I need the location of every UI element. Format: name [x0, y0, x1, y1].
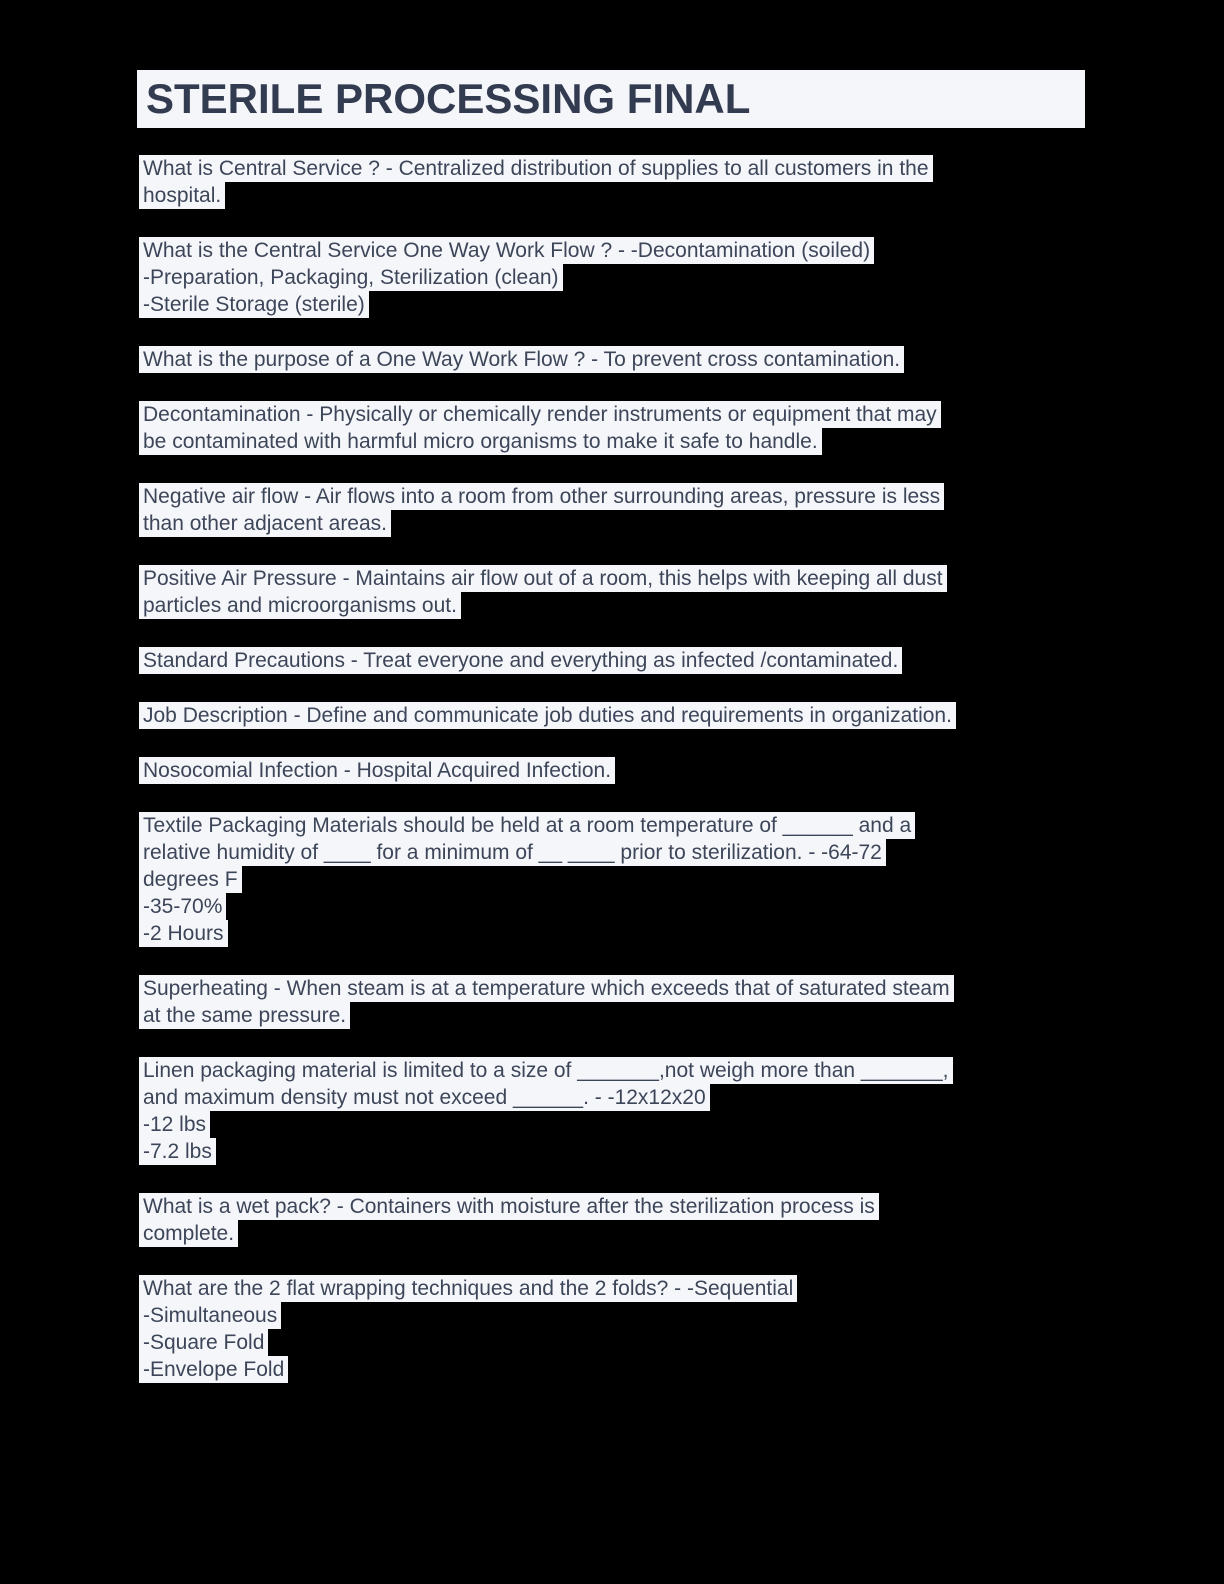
qa-line	[139, 1057, 1085, 1084]
qa-line-highlight: What is a wet pack? - Containers with moisture after the sterilization process is	[139, 1193, 879, 1220]
qa-line	[139, 592, 1085, 619]
qa-line	[139, 812, 1085, 839]
qa-line	[139, 1111, 1085, 1138]
qa-line-highlight: Positive Air Pressure - Maintains air flow out of a room, this helps with keeping all dust	[139, 565, 947, 592]
qa-line-highlight: Standard Precautions - Treat everyone and everything as infected /contaminated.	[139, 647, 902, 674]
qa-line-highlight: Job Description - Define and communicate job duties and requirements in organization.	[139, 702, 956, 729]
qa-line-highlight: relative humidity of ____ for a minimum of __ ____ prior to sterilization. - -64-72	[139, 839, 886, 866]
qa-line	[139, 839, 1085, 866]
qa-item	[139, 401, 1085, 455]
qa-line-highlight: at the same pressure.	[139, 1002, 350, 1029]
qa-line-highlight: hospital.	[139, 182, 225, 209]
qa-line	[139, 565, 1085, 592]
qa-item	[139, 757, 1085, 784]
qa-line-highlight: What is the Central Service One Way Work Flow ? - -Decontamination (soiled)	[139, 237, 874, 264]
qa-line-highlight: -12 lbs	[139, 1111, 210, 1138]
qa-item	[139, 565, 1085, 619]
qa-line	[139, 182, 1085, 209]
qa-line	[139, 1193, 1085, 1220]
qa-line-highlight: than other adjacent areas.	[139, 510, 391, 537]
qa-line-highlight: -Envelope Fold	[139, 1356, 288, 1383]
qa-line	[139, 510, 1085, 537]
qa-item	[139, 812, 1085, 947]
qa-line	[139, 893, 1085, 920]
qa-line	[139, 757, 1085, 784]
qa-line-highlight: -Square Fold	[139, 1329, 268, 1356]
qa-line-highlight: particles and microorganisms out.	[139, 592, 461, 619]
qa-line-highlight: What is the purpose of a One Way Work Flow ? - To prevent cross contamination.	[139, 346, 904, 373]
qa-item	[139, 483, 1085, 537]
qa-item	[139, 237, 1085, 318]
qa-line-highlight: complete.	[139, 1220, 238, 1247]
qa-line	[139, 401, 1085, 428]
qa-line	[139, 975, 1085, 1002]
qa-line-highlight: -35-70%	[139, 893, 226, 920]
qa-line-highlight: Linen packaging material is limited to a size of _______,not weigh more than _______,	[139, 1057, 953, 1084]
qa-line-highlight: What is Central Service ? - Centralized distribution of supplies to all customers in the	[139, 155, 933, 182]
qa-line	[139, 483, 1085, 510]
qa-line	[139, 428, 1085, 455]
qa-item	[139, 346, 1085, 373]
qa-line	[139, 1138, 1085, 1165]
qa-line	[139, 346, 1085, 373]
qa-item	[139, 647, 1085, 674]
qa-item	[139, 1057, 1085, 1165]
qa-line	[139, 1002, 1085, 1029]
page-title: STERILE PROCESSING FINAL	[137, 70, 1085, 128]
qa-line-highlight: Nosocomial Infection - Hospital Acquired Infection.	[139, 757, 615, 784]
qa-line-highlight: -Simultaneous	[139, 1302, 281, 1329]
qa-list	[139, 155, 1085, 1383]
qa-line	[139, 264, 1085, 291]
qa-line-highlight: -Sterile Storage (sterile)	[139, 291, 369, 318]
qa-line	[139, 155, 1085, 182]
qa-line	[139, 1220, 1085, 1247]
qa-line	[139, 291, 1085, 318]
qa-line	[139, 866, 1085, 893]
qa-line-highlight: Textile Packaging Materials should be held at a room temperature of ______ and a	[139, 812, 915, 839]
qa-line	[139, 237, 1085, 264]
qa-line	[139, 647, 1085, 674]
qa-item	[139, 155, 1085, 209]
qa-line	[139, 1275, 1085, 1302]
qa-line-highlight: Decontamination - Physically or chemically render instruments or equipment that may	[139, 401, 941, 428]
qa-item	[139, 702, 1085, 729]
qa-line	[139, 1356, 1085, 1383]
qa-line-highlight: Negative air flow - Air flows into a room from other surrounding areas, pressure is less	[139, 483, 944, 510]
qa-item	[139, 975, 1085, 1029]
qa-line	[139, 1302, 1085, 1329]
qa-line-highlight: and maximum density must not exceed ______. - -12x12x20	[139, 1084, 710, 1111]
qa-line	[139, 1084, 1085, 1111]
qa-line-highlight: degrees F	[139, 866, 242, 893]
qa-line-highlight: Superheating - When steam is at a temperature which exceeds that of saturated steam	[139, 975, 954, 1002]
qa-line	[139, 1329, 1085, 1356]
qa-line-highlight: -2 Hours	[139, 920, 228, 947]
qa-item	[139, 1275, 1085, 1383]
qa-item	[139, 1193, 1085, 1247]
qa-line-highlight: What are the 2 flat wrapping techniques and the 2 folds? - -Sequential	[139, 1275, 797, 1302]
qa-line-highlight: -Preparation, Packaging, Sterilization (clean)	[139, 264, 563, 291]
qa-line-highlight: -7.2 lbs	[139, 1138, 216, 1165]
qa-line	[139, 920, 1085, 947]
qa-line	[139, 702, 1085, 729]
qa-line-highlight: be contaminated with harmful micro organisms to make it safe to handle.	[139, 428, 822, 455]
